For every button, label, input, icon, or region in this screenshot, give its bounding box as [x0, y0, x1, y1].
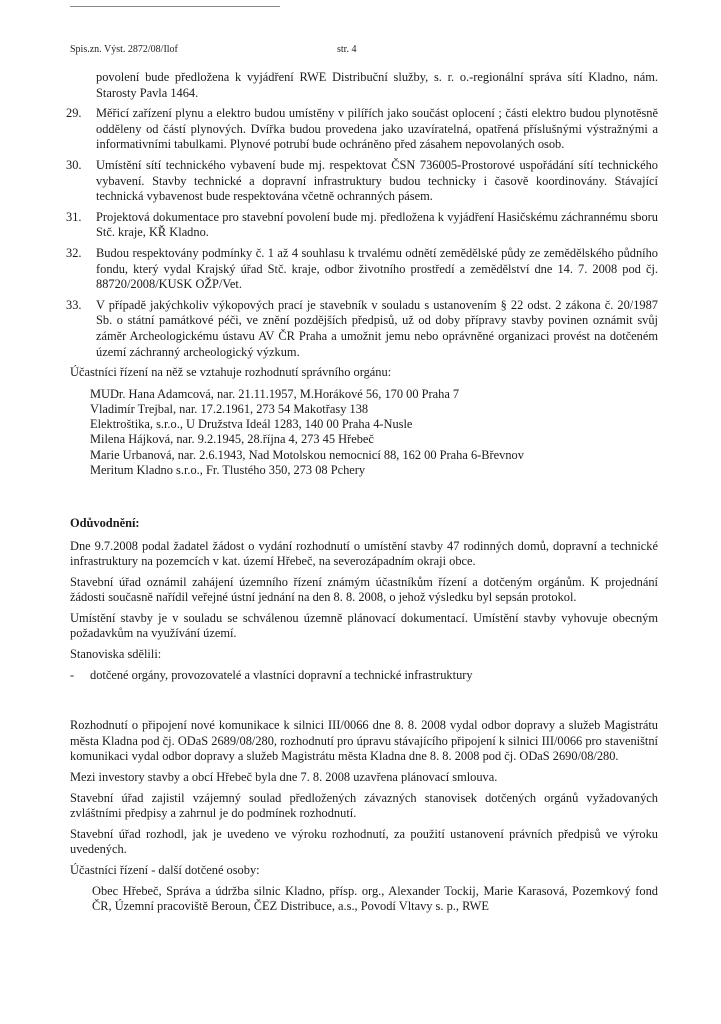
condition-number: 31. — [66, 209, 82, 224]
condition-number: 30. — [66, 157, 82, 172]
condition-text: Měřicí zařízení plynu a elektro budou umístěny v pilířích jako součást oplocení ; části elektro budou plynotěsně odděleny od částí plynových. Dvířka budou provedena jako uzavíratelná, opatřená příslušnými výstražnými a informativními tabulkami. Plynové potrubí bude ochráněno před zásahem nepovolaných osob. — [96, 106, 658, 152]
reasoning-paragraph: Dne 9.7.2008 podal žadatel žádost o vydání rozhodnutí o umístění stavby 47 rodinných domů, dopravní a technické infrastruktury na pozemcích v kat. území Hřebeč, na severozápadním okraji obce. — [70, 538, 658, 569]
participant-entry: Vladimír Trejbal, nar. 17.2.1961, 273 54 Makotřasy 138 — [90, 401, 369, 416]
reasoning-paragraph: Stavební úřad zajistil vzájemný soulad předložených závazných stanovisek dotčených orgánů vyžadovaných zvláštními předpisy a zahrnul je do podmínek rozhodnutí. — [70, 790, 658, 821]
reasoning-paragraph: Stanoviska sdělili: — [70, 647, 162, 662]
participants-intro: Účastníci řízení na něž se vztahuje rozhodnutí správního orgánu: — [70, 365, 392, 380]
page-number: str. 4 — [337, 44, 357, 55]
spacer — [70, 688, 658, 718]
condition-number: 29. — [66, 106, 82, 121]
condition-text: Budou respektovány podmínky č. 1 až 4 souhlasu k trvalému odnětí zemědělské půdy ze zemědělského půdního fondu, který vydal Krajský úřad Stč. kraje, odbor životního prostředí a zemědělství dne 14. 7. 2008 pod čj. 88720/2008/KUSK OŽP/Vet. — [96, 245, 658, 292]
further-parties-text: Obec Hřebeč, Správa a údržba silnic Kladno, přísp. org., Alexander Tockij, Marie Karasová, Pozemkový fond ČR, Územní pracoviště Beroun, ČEZ Distribuce, a.s., Povodí Vltavy s. p., RWE — [92, 883, 658, 914]
condition-number: 33. — [66, 297, 82, 312]
reasoning-paragraph: Účastníci řízení - další dotčené osoby: — [70, 863, 260, 877]
reasoning-paragraph: Mezi investory stavby a obcí Hřebeč byla dne 7. 8. 2008 uzavřena plánovací smlouva. — [70, 770, 498, 785]
opinion-text: dotčené orgány, provozovatelé a vlastníci dopravní a technické infrastruktury — [90, 667, 473, 682]
participant-entry: Elektroštika, s.r.o., U Družstva Ideál 1283, 140 00 Praha 4-Nusle — [90, 417, 413, 432]
opinion-list-item — [70, 668, 658, 684]
condition-item — [66, 209, 658, 241]
participant-entry: Marie Urbanová, nar. 2.6.1943, Nad Motolskou nemocnicí 88, 162 00 Praha 6-Břevnov — [90, 447, 524, 462]
participants-list — [90, 387, 658, 478]
condition-item — [66, 297, 658, 360]
dash-bullet: - — [70, 667, 75, 682]
participant-entry: MUDr. Hana Adamcová, nar. 21.11.1957, M.Horákové 56, 170 00 Praha 7 — [90, 386, 460, 401]
top-rule — [70, 6, 280, 7]
reasoning-heading: Odůvodnění: — [70, 515, 140, 530]
condition-item — [66, 245, 658, 293]
condition-text: V případě jakýchkoliv výkopových prací je stavebník v souladu s ustanovením § 22 odst. 2 zákona č. 20/1987 Sb. o státní památkové péči, ve znění pozdějších předpisů, už od doby přípravy stavby povinen oznámit svůj záměr Archeologickému ústavu AV ČR Praha a umožnit jemu nebo oprávněné organizaci provést na dotčeném území záchranný archeologický výzkum. — [96, 297, 658, 359]
reasoning-paragraph: Umístění stavby je v souladu se schválenou územně plánovací dokumentací. Umístění stavby vyhovuje obecným požadavkům na využívání území. — [70, 610, 658, 641]
condition-item — [66, 106, 658, 153]
condition-item — [66, 157, 658, 205]
reasoning-paragraph: Rozhodnutí o připojení nové komunikace k silnici III/0066 dne 8. 8. 2008 vydal odbor dopravy a služeb Magistrátu města Kladna pod čj. ODaS 2689/08/280, rozhodnutí pro úpravu stávajícího připojení k silnici III/0066 pro staveništní komunikaci vydal odbor dopravy a služeb Magistrátu města Kladna dne 8. 8. 2008 pod čj. ODaS 2690/08/280. — [70, 718, 658, 764]
condition-number: 32. — [66, 245, 82, 260]
document-body — [66, 70, 658, 915]
participant-entry: Milena Hájková, nar. 9.2.1945, 28.října 4, 273 45 Hřebeč — [90, 432, 374, 447]
reasoning-paragraph: Stavební úřad oznámil zahájení územního řízení známým účastníkům řízení a dotčeným orgánům. K projednání žádosti současně nařídil veřejné ústní jednání na den 8. 8. 2008, o jehož výsledku byl sepsán protokol. — [70, 574, 658, 605]
condition-text: Umístění sítí technického vybavení bude mj. respektovat ČSN 736005-Prostorové uspořádání sítí technického vybavení. Stavby technické a dopravní infrastruktury budou technicky i časově koordinovány. Stávající technická vybavenost bude respektována včetně ochranných pásem. — [96, 157, 658, 204]
condition-text: Projektová dokumentace pro stavební povolení bude mj. předložena k vyjádření Hasičskému záchrannému sboru Stč. kraje, KŘ Kladno. — [96, 209, 658, 240]
reference-number: Spis.zn. Výst. 2872/08/Ilof — [70, 44, 178, 55]
participant-entry: Meritum Kladno s.r.o., Fr. Tlustého 350, 273 08 Pchery — [90, 462, 366, 477]
reasoning-paragraph: Stavební úřad rozhodl, jak je uvedeno ve výroku rozhodnutí, za použití ustanovení právních předpisů ve výroku uvedených. — [70, 826, 658, 857]
continued-condition-text: povolení bude předložena k vyjádření RWE Distribuční služby, s. r. o.-regionální správa sítí Kladno, nám. Starosty Pavla 1464. — [96, 70, 658, 100]
